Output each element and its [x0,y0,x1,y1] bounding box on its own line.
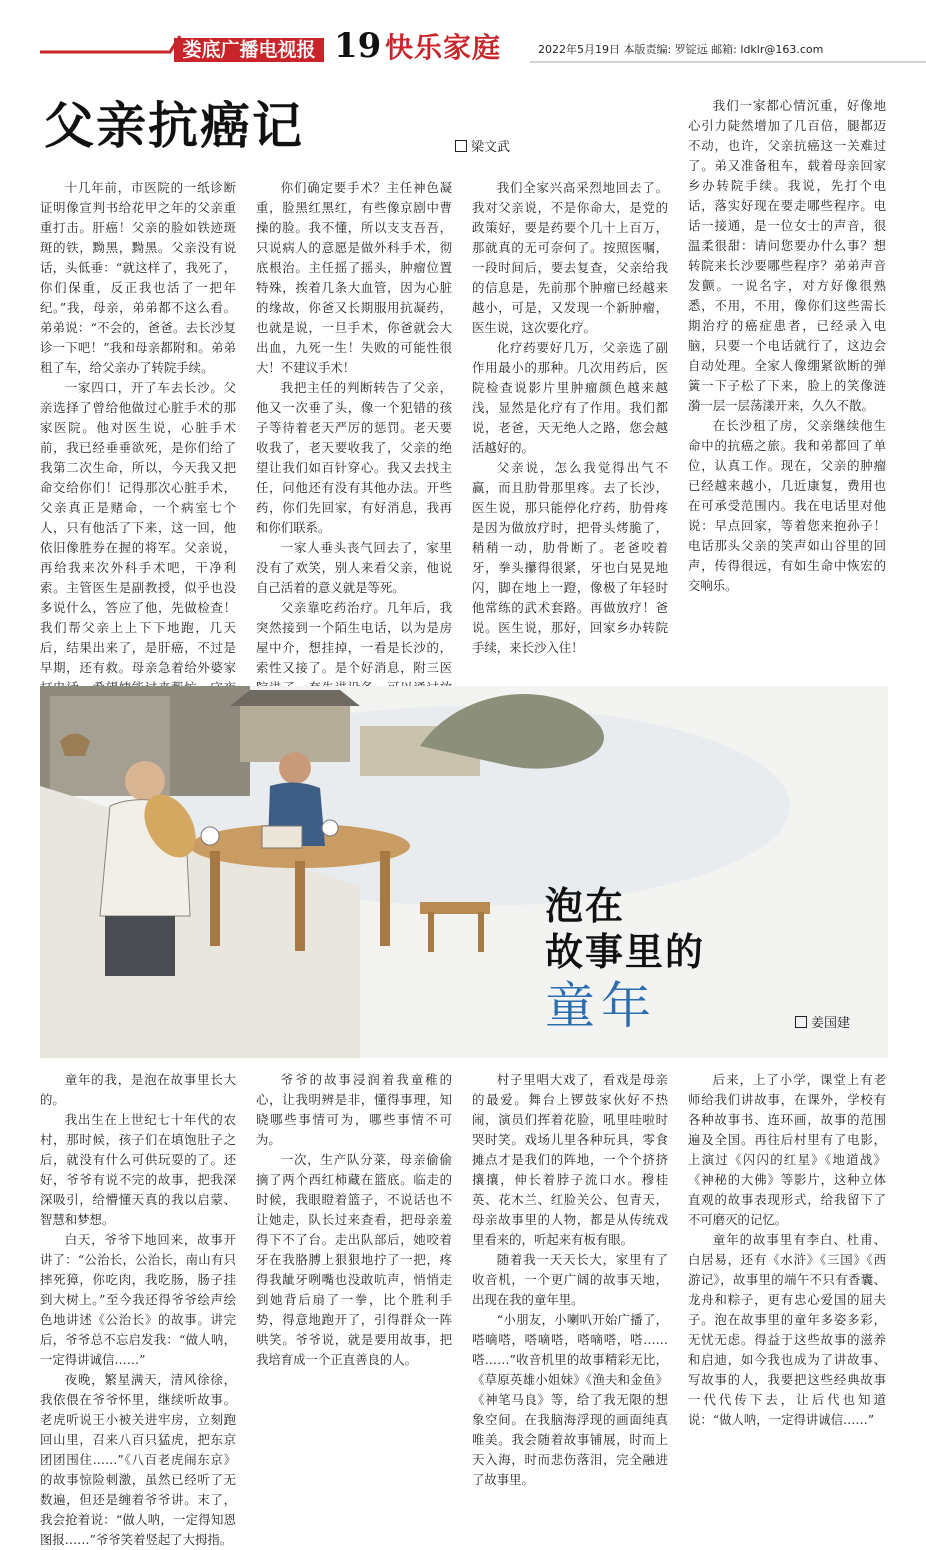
article1-col1 [40,178,236,675]
article1-paragraph: 父亲靠吃药治疗。几年后，我突然接到一个陌生电话，以为是房屋中介，想挂掉，一看是长沙的，索性又接了。是个好消息，附三医 [256,600,452,675]
article1-paragraph: 我们全家兴高采烈地回去了。我对父亲说，不是你命大，是党的政策好，要是药要个几十上百万，那就真的无可奈何了。按照医嘱，一段时间后，要去复查，父亲给我的信息是，先前那个肿瘤已经越来越小，可是，又发现一个新肿瘤，医生说，这次要化疗。 [472,180,668,335]
article1-paragraph: 你们确定要手术？主任神色凝重，脸黑红黑红，有些像京剧中曹操的脸。我不懂，所以支支吾吾，只说病人的意愿是做外科手术，彻底根治。主任摇了摇头，肿瘤位置特殊，挨着几条大血管，因为心脏的缘故，你爸又长期服用抗凝药，也就是说，一旦手术，你爸就会大出血，九死一生！失败的可能性很大！不建议手术！ [256,180,452,375]
masthead [0,0,926,66]
article2-paragraph: 村子里唱大戏了，看戏是母亲的最爱。舞台上锣鼓家伙好不热闹，演员们挥着花脸，吼里哇啦时哭时笑。戏场儿里各种玩具，零食摊点才是我们的阵地，一个个挤挤攘攘，伸长着脖子流口水。穆桂英、花木兰、红脸关公、包青天，母亲故事里的人物，都是从传统戏里看来的，听起来有板有眼。 [472,1072,668,1247]
dateline: 2022年5月19日 本版责编: 罗锭远 邮箱: ldklr@163.com [538,43,824,56]
article1-col3 [472,178,668,656]
article1-paragraph: 十几年前，市医院的一纸诊断证明像宣判书给花甲之年的父亲重重打击。肝癌！父亲的脸如铁迹斑斑的铁，黝黑，黝黑。父亲没有说话，头低垂：“就这样了，我死了，你们保重，反正我也活了一把年纪。”我，母亲，弟弟都不这么看。弟弟说：“不会的，爸爸。去长沙复诊一下吧！”我和母亲都附和。弟弟租了车，给父亲办了转院手续。 [40,180,236,375]
article2-paragraph: 随着我一天天长大，家里有了收音机，一个更广阔的故事天地，出现在我的童年里。 [472,1252,668,1307]
article2-paragraph: 童年的故事里有李白、杜甫、白居易，还有《水浒》《三国》《西游记》，故事里的端午不只有香囊、龙舟和粽子，更有忠心爱国的屈夫子。泡在故事里的童年多姿多彩，无忧无虑。得益于这些故事的滋养和启迪，如今我也成为了讲故事、写故事的人，我要把这些经典故事一代代传下去，让后代也知道说：“做人呐，一定得讲诚信……” [688,1232,886,1427]
section-title: 快乐家庭 [385,31,502,64]
article2-col2 [256,1070,452,1398]
article1-paragraph: 一家人垂头丧气回去了，家里没有了欢笑，别人来看父亲，他说自己活着的意义就是等死。 [256,540,452,595]
article2-paragraph: 白天，爷爷下地回来，故事开讲了：“公治长，公治长，南山有只摔死獐，你吃肉，我吃肠，肠子挂到大树上。”至今我还得爷爷绘声绘色地讲述《公治长》的故事。讲完后，爷爷总不忘启发我：“做人呐，一定得讲诚信……” [40,1232,236,1367]
masthead-rule [0,0,926,70]
article2-paragraph: 夜晚，繁星满天，清风徐徐，我依偎在爷爷怀里，继续听故事。老虎听说王小被关进牢房，立刻跑回山里，召来八百只猛虎，把东京团团围住……”《八百老虎闹东京》的故事惊险刺激，虽然已经听了无数遍，但还是缠着爷爷讲。末了，我会抢着说：“做人呐，一定得知恩图报……”爷爷笑着竖起了大拇指。 [40,1372,236,1547]
article2-col3 [472,1070,668,1487]
illustration-image [40,686,888,1058]
article2-col1 [40,1070,236,1547]
article1-paragraph: 我们一家都心情沉重，好像地心引力陡然增加了几百倍，腿都迈不动，也许，父亲抗癌这一关难过了。弟又准备租车，载着母亲回家乡办转院手续。我说，先打个电话，落实好现在要走哪些程序。电话一接通，是一位女士的声音，很温柔很甜：请问您要办什么事？想转院来长沙要哪些程序？弟弟声音发颤。一说名字，对方好像很熟悉，不用，不用，像你们这些需长期治疗的癌症患者，已经录入电脑，只要一个电话就行了，这边会自动处理。全家人像绷紧欲断的弹簧一下子松了下来，脸上的笑像涟漪一层一层荡漾开来，久久不散。 [688,98,886,413]
article1-paragraph: 父亲说，怎么我觉得出气不赢，而且肋骨那里疼。去了长沙，医生说，那只能停化疗药，肋骨疼是因为做放疗时，把骨头烤脆了，稍稍一动，肋骨断了。老爸咬着牙，拳头攥得很紧，牙也白晃晃地闪，脚在地上一蹬，像极了年轻时他常练的武术套路。再做放疗！爸说。医生说，那好，回家乡办转院手续，来长沙入住！ [472,460,668,655]
article2-title [545,883,705,1037]
article1-paragraph: 我把主任的判断转告了父亲，他又一次垂了头，像一个犯错的孩子等待着老天严厉的惩罚。老天要收我了，老天要收我了，父亲的绝望让我们如百针穿心。我又去找主任，问他还有没有其他办法。开些药，你们先回家，有好消息，我再和你们联系。 [256,380,452,535]
article2-author: 姜国建 [811,1016,851,1031]
article1-col2 [256,178,452,675]
article1-paragraph: 一家四口，开了车去长沙。父亲选择了曾给他做过心脏手术的那家医院。他对医生说，心脏手术前，我已经垂垂欲死，是你们给了我第二次生命，所以，今天我又把命交给你们！记得那次心脏手术，父亲真正是赌命，一个病室七个人，只有他活了下来，这一回，他依旧像胜券在握的将军。父亲说，再给我来次外科手术吧，干净利索。主管医生是副教授，似乎也没多说什么，答应了他，先做检查！我们帮父亲上上下下地跑，几天后，结果出来了，是肝癌，不过是早期，还有救。母亲急着给外婆家 [40,380,236,675]
article2-title-line2: 故事里的 [545,930,706,974]
article2-paragraph: 一次，生产队分菜，母亲偷偷摘了两个西红柿藏在篮底。临走的时候，我眼瞪着篮子，不说话也不让她走，队长过来查看，把母亲羞得下不了台。走出队部后，她咬着牙在我胳膊上狠狠地拧了一把，疼得我龇牙咧嘴也没敢吭声，悄悄走到她背后扇了一拳，比个胜利手势，得意地跑开了，引得群众一阵哄笑。爷爷说，就是要用故事，把我培育成一个正直善良的人。 [256,1152,452,1367]
article2-col4 [688,1070,886,1427]
article1-title: 父亲抗癌记 [44,97,304,155]
article2-title-line1: 泡在 [545,884,626,928]
article2-title-line3: 童年 [545,977,657,1035]
article2-paragraph: “小朋友，小喇叭开始广播了，嗒嘀嗒，嗒嘀嗒，嗒嘀嗒，嗒……嗒……”收音机里的故事精彩无比，《草原英雄小姐妹》《渔夫和金鱼》《神笔马良》等，给了我无限的想象空间。在我脑海浮现的画面纯真唯美。我会随着故事铺展，时而上天入海，时而悲伤落泪，完全融进了故事里。 [472,1312,668,1487]
article2-paragraph: 童年的我，是泡在故事里长大的。 [40,1072,236,1107]
article1-byline [455,140,510,156]
article1-paragraph: 化疗药要好几万，父亲选了副作用最小的那种。几次用药后，医院检查说影片里肿瘤颜色越来越浅，显然是化疗有了作用。我们都说，老爸，天无绝人之路，您会越活越好的。 [472,340,668,455]
page-number: 19 [334,26,382,66]
article1-paragraph: 在长沙租了房，父亲继续他生命中的抗癌之旅。我和弟都回了单位，认真工作。现在，父亲的肿瘤已经越来越小，几近康复，费用也在可承受范围内。我在电话里对他说：早点回家，等着您来抱孙子！电话那头父亲的笑声如山谷里的回声，传得很远，有如生命中恢宏的交响乐。 [688,418,886,593]
paper-logo: 娄底广播电视报 [174,38,324,62]
article1-col4 [688,96,886,656]
article2-paragraph: 爷爷的故事浸润着我童稚的心，让我明辨是非，懂得事理，知晓哪些事情可为，哪些事情不可为。 [256,1072,452,1147]
story-illustration [40,686,888,1058]
byline-box-icon [795,1016,807,1028]
article1-author: 梁文武 [471,140,511,155]
byline-box-icon [455,140,467,152]
article2-paragraph: 我出生在上世纪七十年代的农村，那时候，孩子们在填饱肚子之后，就没有什么可供玩耍的了。还好，爷爷有说不完的故事，把我深深吸引，给懵懂天真的我以启蒙、智慧和梦想。 [40,1112,236,1227]
article2-byline [795,1016,850,1032]
article2-paragraph: 后来，上了小学，课堂上有老师给我们讲故事，在课外，学校有各种故事书、连环画，故事的范围遍及全国。再往后村里有了电影，上演过《闪闪的红星》《地道战》《神秘的大佛》等影片，这种立体直观的故事表现形式，给我留下了不可磨灭的记忆。 [688,1072,886,1227]
